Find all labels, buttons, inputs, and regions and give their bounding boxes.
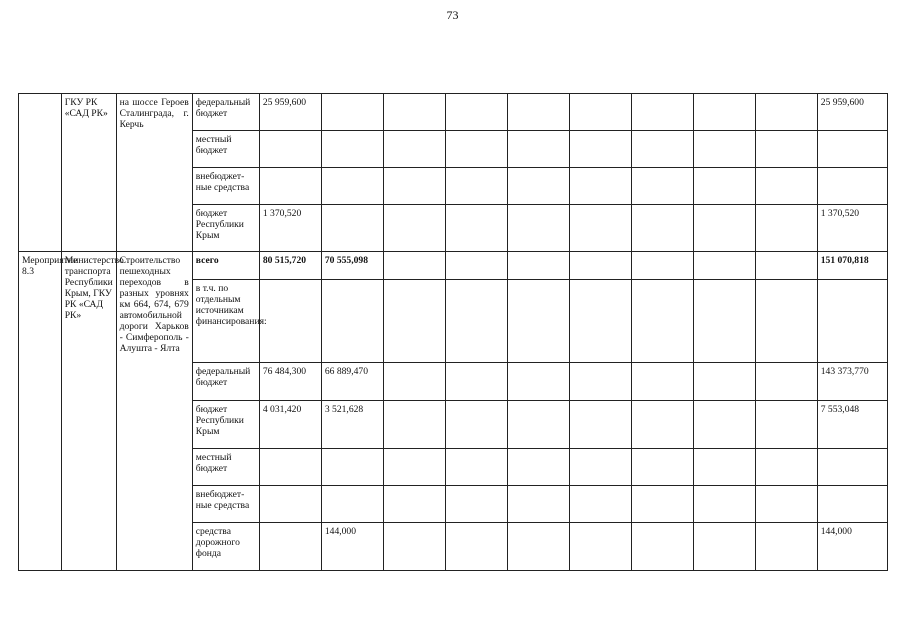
value-cell: [259, 280, 321, 363]
value-cell: 25 959,600: [259, 94, 321, 131]
page-number: 73: [446, 8, 459, 22]
total-cell: 144,000: [817, 523, 887, 571]
total-cell: [817, 449, 887, 486]
source-cell: внебюджет-ные средства: [192, 168, 259, 205]
value-cell: [321, 94, 383, 131]
value-cell: [259, 486, 321, 523]
table-row: [19, 94, 888, 131]
value-cell: [259, 131, 321, 168]
object-cell: Строительство пешеходных переходов в разных уровнях км 664, 674, 679 автомобильной дороги Харьков - Симферополь - Алушта - Ялта: [116, 252, 192, 571]
total-cell: [817, 486, 887, 523]
source-cell: средства дорожного фонда: [192, 523, 259, 571]
source-cell: федеральный бюджет: [192, 94, 259, 131]
total-cell: 143 373,770: [817, 363, 887, 401]
value-cell: [321, 168, 383, 205]
value-cell: 66 889,470: [321, 363, 383, 401]
value-cell: [321, 131, 383, 168]
value-cell: 76 484,300: [259, 363, 321, 401]
source-cell: местный бюджет: [192, 131, 259, 168]
value-cell: [321, 205, 383, 252]
value-cell: [259, 168, 321, 205]
total-cell: [817, 168, 887, 205]
value-cell: 1 370,520: [259, 205, 321, 252]
value-cell: 80 515,720: [259, 252, 321, 280]
total-cell: 151 070,818: [817, 252, 887, 280]
table-row: [19, 252, 888, 280]
total-cell: 25 959,600: [817, 94, 887, 131]
value-cell: 4 031,420: [259, 401, 321, 449]
value-cell: 3 521,628: [321, 401, 383, 449]
executor-cell: Министерство транспорта Республики Крым, ГКУ РК «САД РК»: [61, 252, 116, 571]
total-cell: [817, 131, 887, 168]
source-cell: всего: [192, 252, 259, 280]
financing-table: [18, 93, 888, 571]
value-cell: [321, 486, 383, 523]
measure-cell: Мероприятие 8.3: [19, 252, 62, 571]
source-cell: бюджет Республики Крым: [192, 401, 259, 449]
value-cell: [259, 449, 321, 486]
value-cell: [321, 449, 383, 486]
value-cell: 70 555,098: [321, 252, 383, 280]
total-cell: 1 370,520: [817, 205, 887, 252]
measure-cell: [19, 94, 62, 252]
total-cell: 7 553,048: [817, 401, 887, 449]
value-cell: [321, 280, 383, 363]
total-cell: [817, 280, 887, 363]
executor-cell: ГКУ РК «САД РК»: [61, 94, 116, 252]
value-cell: [259, 523, 321, 571]
source-cell: в т.ч. по отдельным источникам финансирования:: [192, 280, 259, 363]
source-cell: бюджет Республики Крым: [192, 205, 259, 252]
source-cell: внебюджет-ные средства: [192, 486, 259, 523]
source-cell: местный бюджет: [192, 449, 259, 486]
object-cell: на шоссе Героев Сталинграда, г. Керчь: [116, 94, 192, 252]
value-cell: 144,000: [321, 523, 383, 571]
source-cell: федеральный бюджет: [192, 363, 259, 401]
